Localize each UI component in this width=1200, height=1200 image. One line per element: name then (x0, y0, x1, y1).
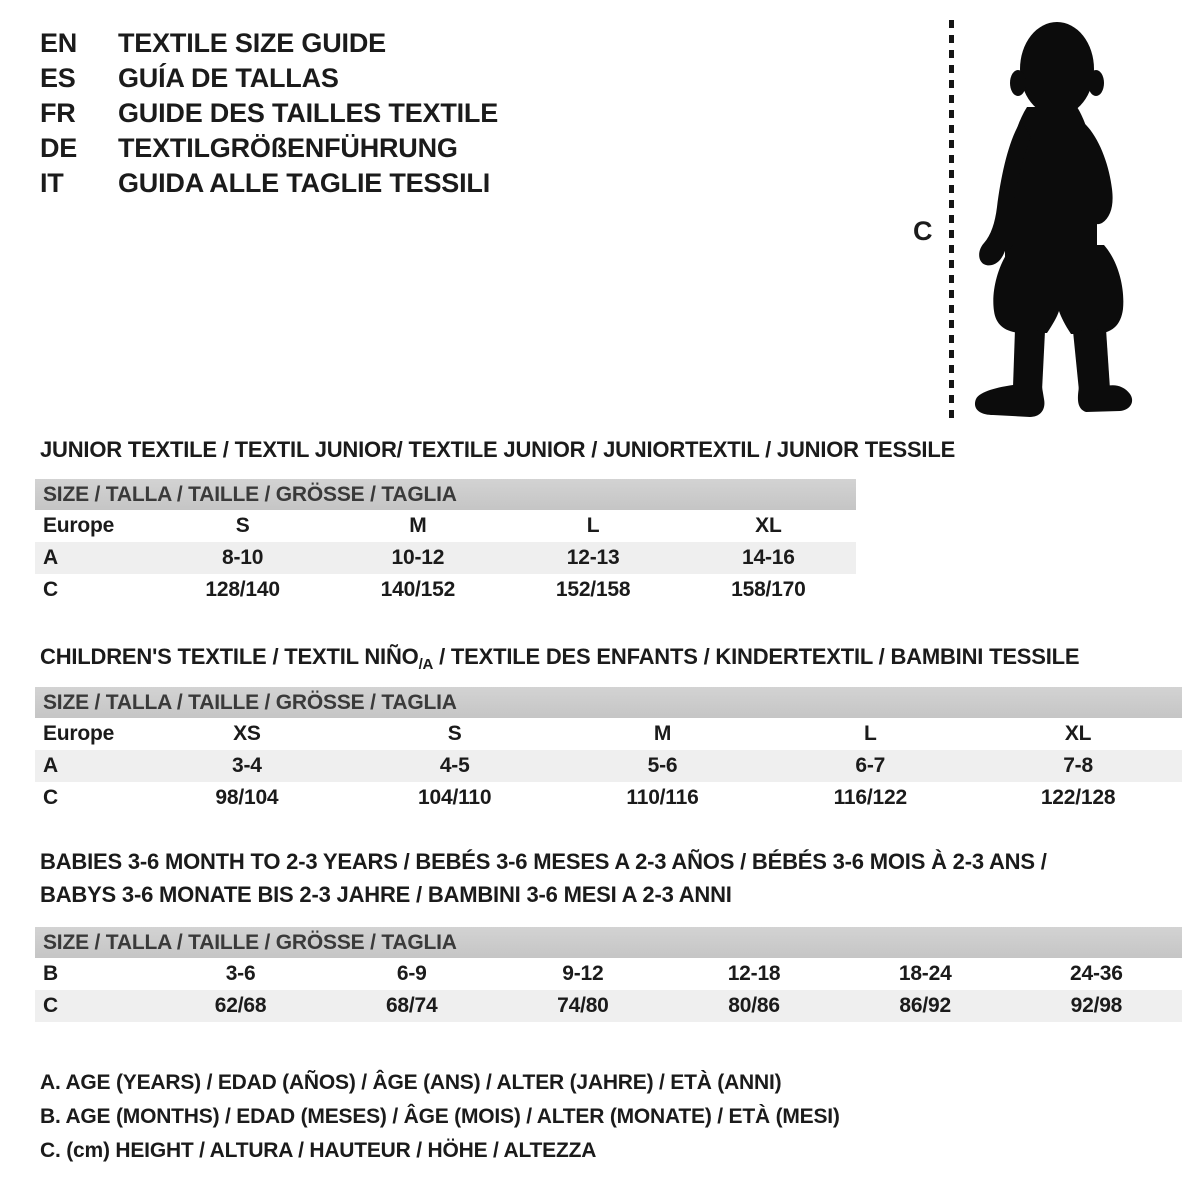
size-value-cell: 98/104 (215, 786, 279, 809)
row-label: A (43, 754, 58, 777)
size-value-cell: 4-5 (439, 754, 470, 777)
size-value-cell: 158/170 (731, 578, 806, 601)
lang-code: FR (40, 98, 76, 128)
size-value-cell: 128/140 (205, 578, 280, 601)
dashed-height-line (949, 20, 954, 418)
measure-legend (40, 1066, 840, 1168)
row-label: C (43, 994, 58, 1017)
language-title-list (40, 26, 498, 201)
children-title-text: CHILDREN'S TEXTILE / TEXTIL NIÑO (40, 644, 419, 669)
size-value-cell: XL (1064, 722, 1092, 745)
size-value-cell: 110/116 (626, 786, 699, 809)
size-value-cell: L (863, 722, 877, 745)
size-value-cell: M (653, 722, 672, 745)
lang-row-de (40, 131, 498, 166)
legend-line-a: A. AGE (YEARS) / EDAD (AÑOS) / ÂGE (ANS) / ALTER (JAHRE) / ETÀ (ANNI) (40, 1071, 782, 1094)
size-value-cell: 62/68 (214, 994, 267, 1017)
babies-title-line2: BABYS 3-6 MONATE BIS 2-3 JAHRE / BAMBINI 3-6 MESI A 2-3 ANNI (40, 882, 732, 907)
size-value-cell: 10-12 (391, 546, 445, 569)
size-value-cell: XL (755, 514, 782, 537)
size-value-cell: 80/86 (728, 994, 780, 1017)
size-value-cell: 14-16 (742, 546, 795, 569)
children-size-table (35, 718, 1182, 814)
babies-title-line1: BABIES 3-6 MONTH TO 2-3 YEARS / BEBÉS 3-6 MESES A 2-3 AÑOS / BÉBÉS 3-6 MOIS À 2-3 ANS / (40, 849, 1047, 874)
lang-title: TEXTILE SIZE GUIDE (118, 28, 386, 58)
lang-title: GUIDA ALLE TAGLIE TESSILI (118, 168, 490, 198)
size-value-cell: 5-6 (647, 754, 678, 777)
size-value-cell: 68/74 (385, 994, 438, 1017)
table-row (35, 574, 856, 606)
size-value-cell: 12-13 (566, 546, 620, 569)
height-measure-figure (905, 14, 1175, 430)
toddler-silhouette-icon (967, 17, 1142, 422)
children-title-subscript: /A (418, 656, 434, 673)
table-row (35, 718, 1182, 750)
babies-section-title (40, 845, 1047, 911)
children-title-text: / TEXTILE DES ENFANTS / KINDERTEXTIL / BAMBINI TESSILE (433, 644, 1080, 669)
size-value-cell: 92/98 (1070, 994, 1123, 1017)
size-value-cell: 86/92 (899, 994, 951, 1017)
lang-code: DE (40, 133, 78, 163)
babies-table-wrap (35, 927, 1182, 1022)
size-header-bar: SIZE / TALLA / TAILLE / GRÖSSE / TAGLIA (35, 687, 1182, 718)
table-row (35, 542, 856, 574)
size-value-cell: 3-6 (225, 962, 256, 985)
size-value-cell: 12-18 (727, 962, 781, 985)
lang-row-es (40, 61, 498, 96)
lang-row-it (40, 166, 498, 201)
size-value-cell: 9-12 (562, 962, 604, 985)
junior-section-title: JUNIOR TEXTILE / TEXTIL JUNIOR/ TEXTILE JUNIOR / JUNIORTEXTIL / JUNIOR TESSILE (40, 437, 956, 462)
lang-title: TEXTILGRÖßENFÜHRUNG (118, 133, 458, 163)
legend-line-c: C. (cm) HEIGHT / ALTURA / HAUTEUR / HÖHE / ALTEZZA (40, 1139, 597, 1162)
size-value-cell: 7-8 (1063, 754, 1093, 777)
lang-title: GUÍA DE TALLAS (118, 63, 339, 93)
size-value-cell: 6-9 (396, 962, 427, 985)
size-value-cell: 140/152 (380, 578, 456, 601)
size-value-cell: 24-36 (1070, 962, 1123, 985)
size-value-cell: 18-24 (898, 962, 952, 985)
size-value-cell: 116/122 (833, 786, 907, 809)
row-label: B (43, 962, 58, 985)
size-value-cell: 6-7 (855, 754, 886, 777)
row-label: C (43, 786, 58, 809)
table-row (35, 510, 856, 542)
size-value-cell: M (409, 514, 427, 537)
table-row (35, 782, 1182, 814)
size-value-cell: XS (233, 722, 261, 745)
babies-size-table (35, 958, 1182, 1022)
size-value-cell: 104/110 (418, 786, 492, 809)
row-label: Europe (43, 514, 115, 537)
size-value-cell: S (447, 722, 462, 745)
size-value-cell: L (586, 514, 600, 537)
size-header-bar: SIZE / TALLA / TAILLE / GRÖSSE / TAGLIA (35, 927, 1182, 958)
size-value-cell: S (235, 514, 250, 537)
measure-c-label: C (913, 216, 933, 246)
size-value-cell: 74/80 (557, 994, 609, 1017)
lang-code: EN (40, 28, 78, 58)
row-label: Europe (43, 722, 115, 745)
lang-code: IT (40, 168, 64, 198)
size-value-cell: 152/158 (555, 578, 631, 601)
size-value-cell: 122/128 (1040, 786, 1116, 809)
lang-code: ES (40, 63, 76, 93)
table-row (35, 990, 1182, 1022)
size-value-cell: 3-4 (232, 754, 262, 777)
table-row (35, 750, 1182, 782)
junior-table-wrap (35, 479, 856, 606)
row-label: C (43, 578, 58, 601)
lang-title: GUIDE DES TAILLES TEXTILE (118, 98, 499, 128)
size-value-cell: 8-10 (222, 546, 264, 569)
lang-row-en (40, 26, 498, 61)
size-header-bar: SIZE / TALLA / TAILLE / GRÖSSE / TAGLIA (35, 479, 856, 510)
lang-row-fr (40, 96, 498, 131)
children-section-title (40, 644, 1079, 678)
row-label: A (43, 546, 58, 569)
table-row (35, 958, 1182, 990)
junior-size-table (35, 510, 856, 606)
legend-line-b: B. AGE (MONTHS) / EDAD (MESES) / ÂGE (MOIS) / ALTER (MONATE) / ETÀ (MESI) (40, 1105, 840, 1128)
children-table-wrap (35, 687, 1182, 814)
